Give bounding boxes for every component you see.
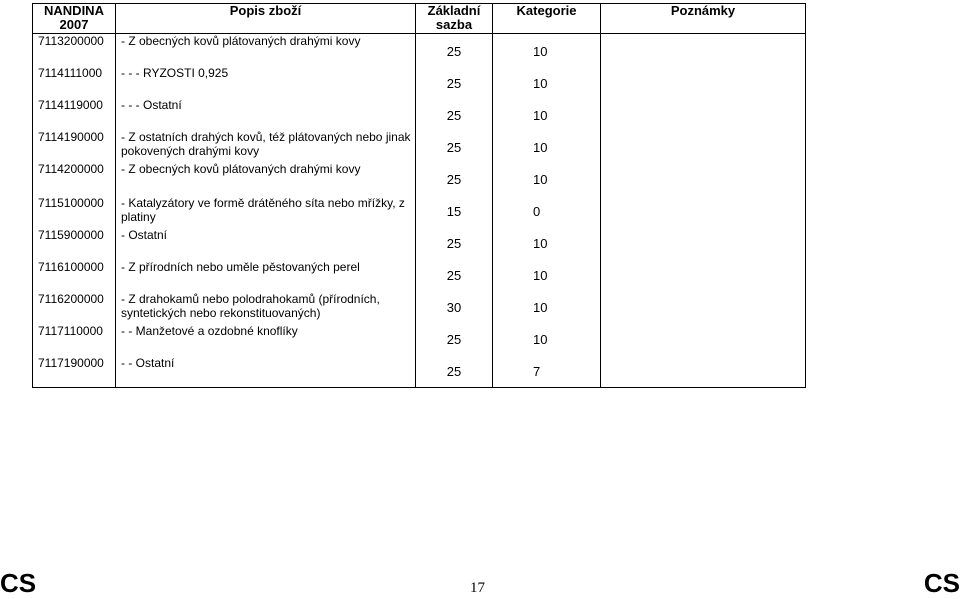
row-description: - - Manžetové a ozdobné knoflíky	[116, 324, 416, 356]
header-category: Kategorie	[493, 4, 601, 34]
row-rate: 25	[416, 34, 493, 66]
row-code: 7115900000	[33, 228, 116, 260]
table-row	[33, 228, 806, 260]
table-row	[33, 324, 806, 356]
row-notes	[601, 228, 806, 260]
row-category: 7	[493, 356, 601, 388]
row-description: - Z drahokamů nebo polodrahokamů (přírodních, syntetických nebo rekonstituovaných)	[116, 292, 416, 324]
row-notes	[601, 324, 806, 356]
table-row	[33, 34, 806, 66]
row-code: 7117190000	[33, 356, 116, 388]
row-category: 10	[493, 66, 601, 98]
row-code: 7115100000	[33, 196, 116, 228]
row-description: - - - Ostatní	[116, 98, 416, 130]
row-description: - - Ostatní	[116, 356, 416, 388]
row-rate: 25	[416, 98, 493, 130]
header-code: NANDINA 2007	[33, 4, 116, 34]
row-rate: 25	[416, 66, 493, 98]
row-description: - Katalyzátory ve formě drátěného síta nebo mřížky, z platiny	[116, 196, 416, 228]
row-category: 10	[493, 98, 601, 130]
row-notes	[601, 98, 806, 130]
row-notes	[601, 162, 806, 196]
header-description: Popis zboží	[116, 4, 416, 34]
row-code: 7114200000	[33, 162, 116, 196]
table-row	[33, 66, 806, 98]
table-row	[33, 196, 806, 228]
row-code: 7116100000	[33, 260, 116, 292]
table-row	[33, 130, 806, 162]
row-notes	[601, 292, 806, 324]
row-description: - Z obecných kovů plátovaných drahými kovy	[116, 162, 416, 196]
row-description: - - - RYZOSTI 0,925	[116, 66, 416, 98]
page-number: 17	[470, 580, 485, 596]
row-rate: 25	[416, 356, 493, 388]
row-description: - Z obecných kovů plátovaných drahými kovy	[116, 34, 416, 66]
table-row	[33, 292, 806, 324]
row-rate: 25	[416, 228, 493, 260]
row-category: 10	[493, 260, 601, 292]
row-description: - Z ostatních drahých kovů, též plátovaných nebo jinak pokovených drahými kovy	[116, 130, 416, 162]
row-category: 10	[493, 292, 601, 324]
header-base-rate: Základní sazba	[416, 4, 493, 34]
footer-language-right: CS	[923, 568, 960, 598]
row-code: 7116200000	[33, 292, 116, 324]
row-rate: 25	[416, 260, 493, 292]
row-category: 10	[493, 162, 601, 196]
table-row	[33, 98, 806, 130]
row-rate: 15	[416, 196, 493, 228]
row-rate: 25	[416, 130, 493, 162]
tariff-table	[32, 3, 806, 388]
row-notes	[601, 130, 806, 162]
row-rate: 25	[416, 162, 493, 196]
row-notes	[601, 34, 806, 66]
row-category: 10	[493, 324, 601, 356]
header-notes: Poznámky	[601, 4, 806, 34]
row-description: - Z přírodních nebo uměle pěstovaných perel	[116, 260, 416, 292]
row-code: 7113200000	[33, 34, 116, 66]
row-description: - Ostatní	[116, 228, 416, 260]
table-row	[33, 162, 806, 196]
row-notes	[601, 356, 806, 388]
row-code: 7114119000	[33, 98, 116, 130]
row-category: 0	[493, 196, 601, 228]
row-category: 10	[493, 34, 601, 66]
table-row	[33, 260, 806, 292]
row-category: 10	[493, 130, 601, 162]
row-notes	[601, 66, 806, 98]
row-notes	[601, 196, 806, 228]
row-notes	[601, 260, 806, 292]
row-rate: 25	[416, 324, 493, 356]
row-rate: 30	[416, 292, 493, 324]
row-code: 7114111000	[33, 66, 116, 98]
row-code: 7114190000	[33, 130, 116, 162]
footer-language-left: CS	[0, 568, 37, 598]
row-category: 10	[493, 228, 601, 260]
row-code: 7117110000	[33, 324, 116, 356]
table-row	[33, 356, 806, 388]
